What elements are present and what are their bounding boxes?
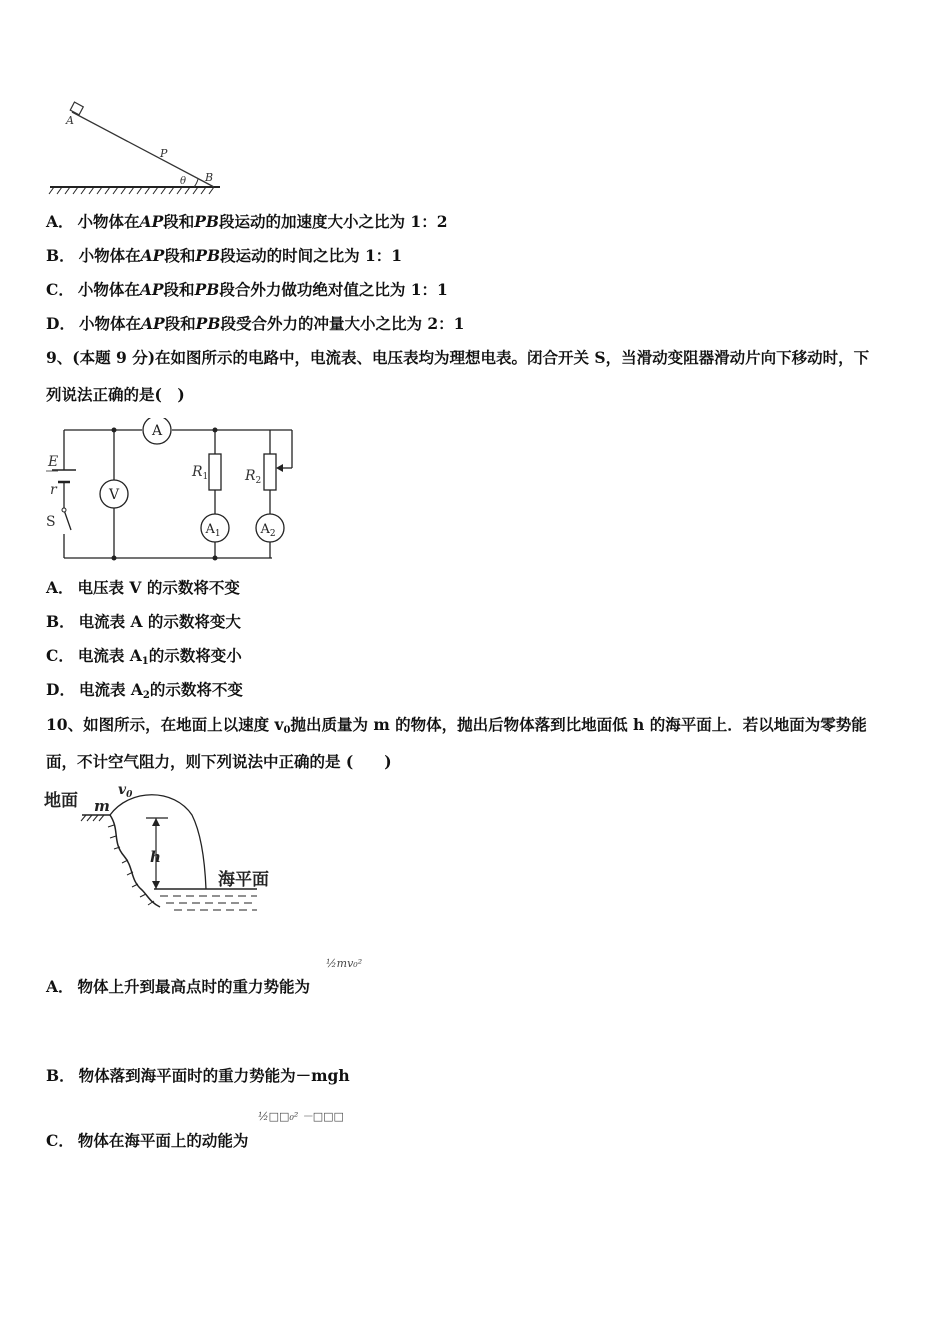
q10-stem-line2: 面，不计空气阻力，则下列说法中正确的是 ( ) bbox=[46, 752, 392, 771]
q8-option-d: D． 小物体在AP段和PB段受合外力的冲量大小之比为 2：1 bbox=[46, 314, 465, 333]
incline-label-p: P bbox=[160, 147, 168, 160]
q9-stem-line2: 列说法正确的是( ) bbox=[46, 385, 185, 404]
circuit-figure bbox=[42, 418, 302, 568]
cliff-velocity-label: $v_0$ bbox=[118, 782, 133, 800]
q10-stem-line1: 10、如图所示，在地面上以速度 $v_0$抛出质量为 m 的物体，抛出后物体落到比地面低 h 的海平面上．若以地面为零势能 bbox=[46, 715, 867, 736]
cliff-ground-label: 地面 bbox=[44, 791, 78, 811]
incline-label-theta: θ bbox=[180, 176, 187, 187]
q9-option-d: D． 电流表 $A_2$的示数将不变 bbox=[46, 680, 243, 701]
incline-label-a: A bbox=[66, 114, 74, 127]
q10-option-c-formula: ½□□₀² －□□□ bbox=[258, 1110, 344, 1123]
incline-label-b: B bbox=[205, 171, 214, 184]
q9-option-b: B． 电流表 A 的示数将变大 bbox=[46, 612, 241, 631]
cliff-sea-label: 海平面 bbox=[218, 870, 269, 890]
incline-figure bbox=[44, 98, 234, 198]
q10-option-b: B． 物体落到海平面时的重力势能为－mgh bbox=[46, 1066, 350, 1085]
cliff-height-label: h bbox=[150, 848, 161, 866]
circuit-voltmeter-label: V bbox=[108, 487, 120, 503]
q10-option-c: C． 物体在海平面上的动能为 bbox=[46, 1131, 249, 1150]
circuit-switch-label: S bbox=[46, 514, 56, 530]
q9-option-a: A． 电压表 V 的示数将不变 bbox=[46, 578, 240, 597]
circuit-r-label: r bbox=[50, 482, 57, 498]
q8-option-c: C． 小物体在AP段和PB段合外力做功绝对值之比为 1：1 bbox=[46, 280, 448, 299]
q8-option-b: B． 小物体在AP段和PB段运动的时间之比为 1：1 bbox=[46, 246, 403, 265]
circuit-r2-label: $R_2$ bbox=[245, 468, 262, 486]
q10-option-a-formula: ½mv₀² bbox=[326, 957, 363, 970]
circuit-emf-label: E bbox=[48, 454, 59, 470]
circuit-r1-label: $R_1$ bbox=[192, 464, 209, 482]
q9-option-c: C． 电流表 $A_1$的示数将变小 bbox=[46, 646, 242, 667]
q10-option-a: A． 物体上升到最高点时的重力势能为 bbox=[46, 977, 311, 996]
q8-option-a: A． 小物体在AP段和PB段运动的加速度大小之比为 1：2 bbox=[46, 212, 448, 231]
cliff-mass-label: m bbox=[94, 797, 110, 815]
circuit-ammeter-label: A bbox=[151, 423, 163, 439]
circuit-a1-label: $A_1$ bbox=[205, 522, 221, 539]
cliff-figure bbox=[42, 780, 292, 920]
q9-stem-line1: 9、(本题 9 分)在如图所示的电路中，电流表、电压表均为理想电表。闭合开关 S，当滑动变阻器滑动片向下移动时，下 bbox=[46, 348, 870, 367]
circuit-a2-label: $A_2$ bbox=[260, 522, 276, 539]
